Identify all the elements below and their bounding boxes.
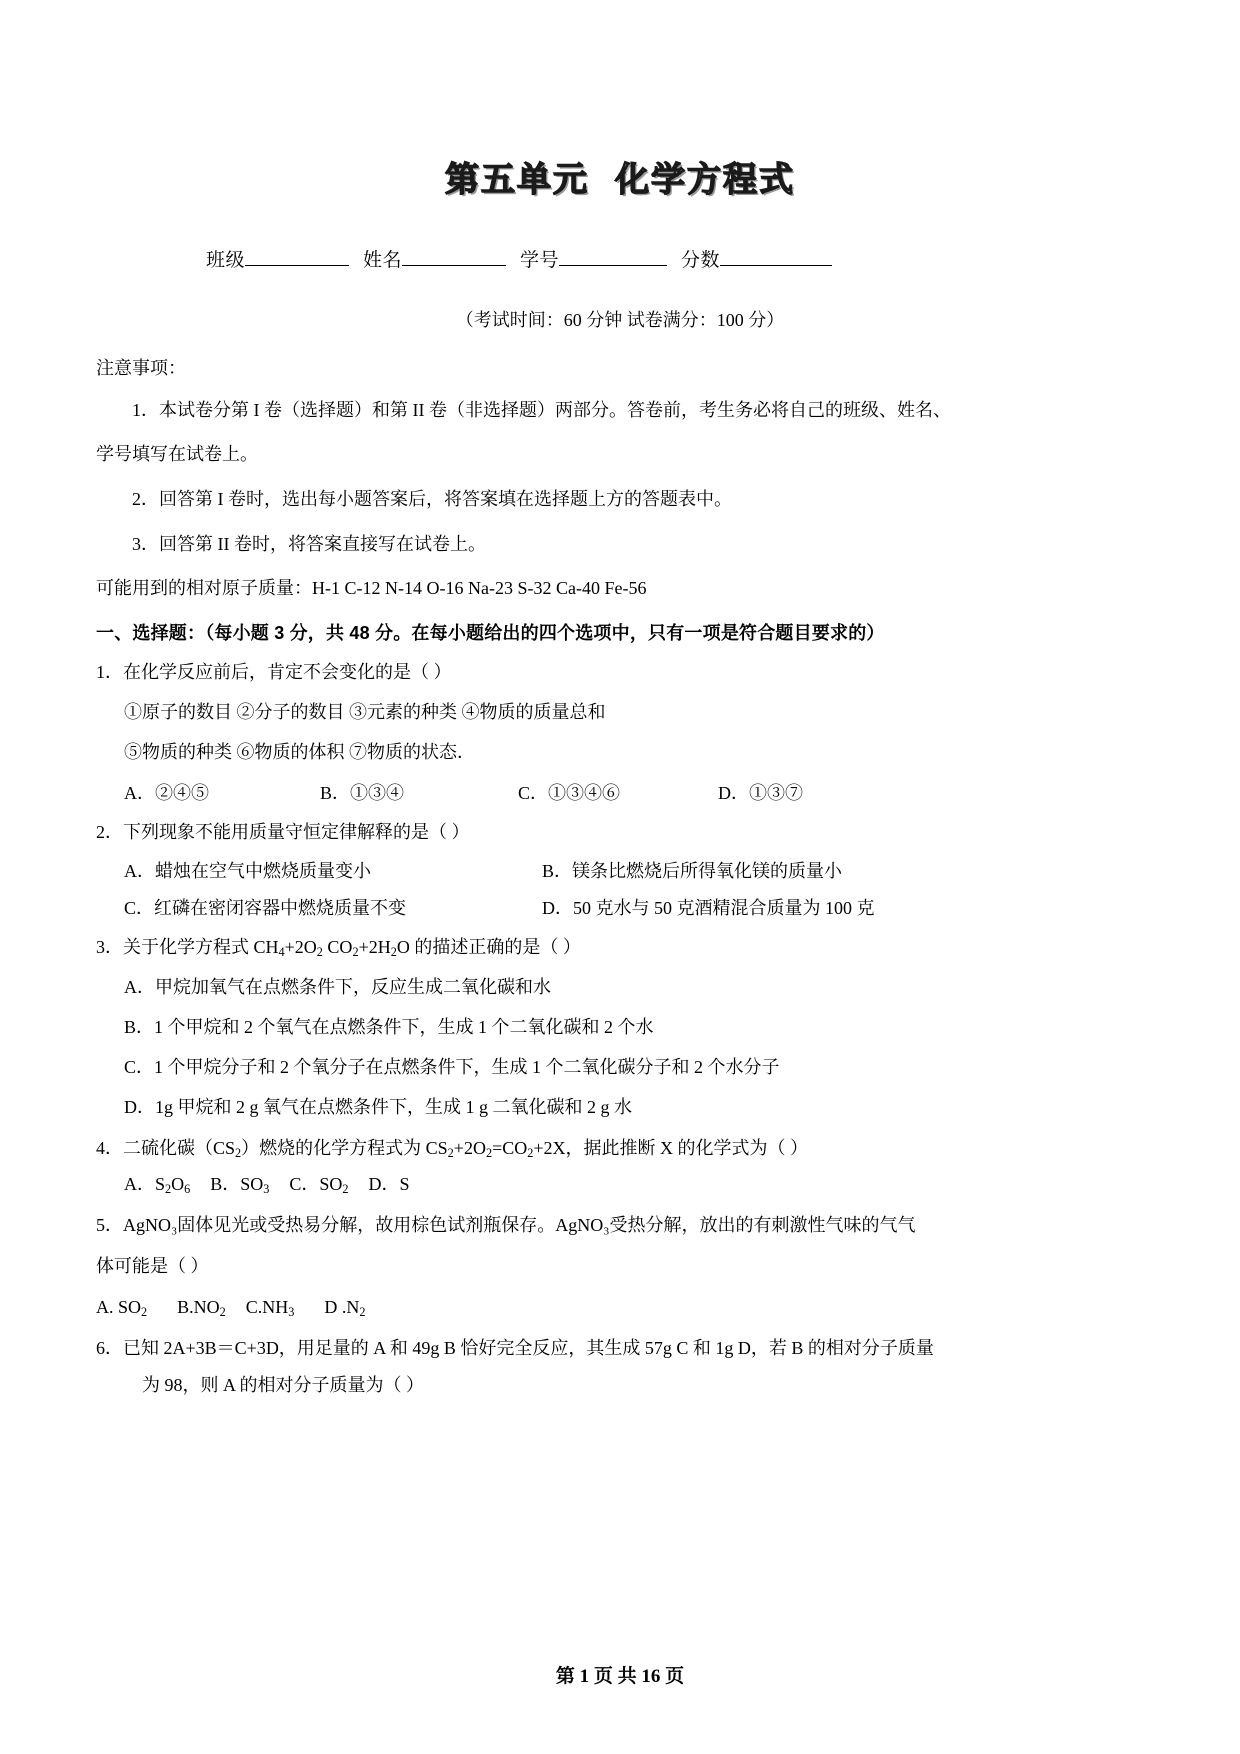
score-input-blank[interactable] [720, 246, 832, 266]
question-5-option-c[interactable]: $C.NH_3$ [245, 1297, 295, 1320]
notice-item-1-line-2: 学号填写在试卷上。 [96, 444, 258, 465]
question-1-option-c[interactable]: C．①③④⑥ [518, 783, 621, 804]
question-1-items-line-2: ⑤物质的种类 ⑥物质的体积 ⑦物质的状态． [124, 742, 475, 763]
question-5-option-d[interactable]: D $.N_2$ [324, 1297, 366, 1320]
question-4-options [96, 1162, 1144, 1198]
question-5-stem-line-2: 体可能是（ ） [96, 1256, 209, 1277]
page-title [96, 0, 1144, 201]
atomic-mass-line: 可能用到的相对原子质量：H-1 C-12 N-14 O-16 Na-23 S-32 Ca-40 Fe-56 [96, 578, 647, 599]
notice-item-2: 2．回答第 I 卷时，选出每小题答案后，将答案填在选择题上方的答题表中。 [132, 488, 732, 509]
question-4-equation: $_2+2O_2=CO_2+2X$ [447, 1138, 566, 1161]
question-1-option-d[interactable]: D．①③⑦ [718, 783, 803, 804]
question-3-option-a[interactable]: A．甲烷加氧气在点燃条件下，反应生成二氧化碳和水 [124, 977, 551, 998]
question-1-items-line-1: ①原子的数目 ②分子的数目 ③元素的种类 ④物质的质量总和 [124, 702, 606, 723]
question-5-stem-line-1: 5．AgNO₃固体见光或受热易分解，故用棕色试剂瓶保存。AgNO₃受热分解，放出的有刺激性气味的气气 [96, 1215, 916, 1236]
question-4-formula-cs2: 2 [235, 1146, 242, 1161]
question-5-options [96, 1280, 1144, 1321]
question-1-option-a[interactable]: A．②④⑤ [124, 783, 209, 804]
question-2-stem: 2．下列现象不能用质量守恒定律解释的是（ ） [96, 822, 470, 843]
title-unit: 第五单元 [445, 161, 589, 199]
section-heading-multiple-choice: 一、选择题：（每小题 3 分，共 48 分。在每小题给出的四个选项中，只有一项是符合题目要求的） [96, 623, 885, 644]
question-4-stem-prefix: 4．二硫化碳（CS [96, 1138, 236, 1159]
student-id-input-blank[interactable] [559, 246, 667, 266]
title-topic: 化学方程式 [615, 161, 795, 199]
question-2-option-b[interactable]: B．镁条比燃烧后所得氧化镁的质量小 [542, 861, 843, 882]
question-3-option-d[interactable]: D．1g 甲烷和 2 g 氧气在点燃条件下，生成 1 g 二氧化碳和 2 g 水 [124, 1097, 632, 1118]
question-3-stem-prefix: 3．关于化学方程式 CH [96, 937, 279, 958]
question-3-stem-suffix: 的描述正确的是（ ） [409, 937, 581, 958]
name-input-blank[interactable] [402, 246, 506, 266]
notice-item-3: 3．回答第 II 卷时，将答案直接写在试卷上。 [132, 534, 486, 555]
question-4-stem-middle: ）燃烧的化学方程式为 CS [241, 1138, 448, 1159]
class-input-blank[interactable] [245, 246, 349, 266]
question-2-options-row-1 [96, 846, 1144, 883]
question-3-equation: $_4+2O_2$ $CO_2+2H_2O$ [278, 937, 410, 960]
notice-item-1-line-1: 1．本试卷分第 I 卷（选择题）和第 II 卷（非选择题）两部分。答卷前，考生务必将自己的班级、姓名、 [132, 400, 951, 420]
question-3-option-c[interactable]: C．1 个甲烷分子和 2 个氧分子在点燃条件下，生成 1 个二氧化碳分子和 2 个水分子 [124, 1057, 780, 1078]
question-2-options-row-2 [96, 883, 1144, 920]
question-6-stem-line-2: 为 98，则 A 的相对分子质量为（ ） [142, 1375, 425, 1396]
notices-heading: 注意事项： [96, 358, 186, 378]
question-2-option-a[interactable]: A．蜡烛在空气中燃烧质量变小 [124, 861, 371, 882]
question-2-option-d[interactable]: D．50 克水与 50 克酒精混合质量为 100 克 [542, 898, 875, 919]
question-6-stem-line-1: 6．已知 2A+3B＝C+3D，用足量的 A 和 49g B 恰好完全反应，其生成 57g C 和 1g D，若 B 的相对分子质量 [96, 1338, 934, 1359]
question-4-stem [96, 1121, 1144, 1162]
question-4-option-b[interactable]: B．$SO_3$ [210, 1174, 270, 1197]
question-4-stem-suffix: ，据此推断 X 的化学式为（ ） [565, 1138, 809, 1159]
question-4-option-c[interactable]: C．$SO_2$ [289, 1174, 349, 1197]
question-2-option-c[interactable]: C．红磷在密闭容器中燃烧质量不变 [124, 898, 407, 919]
question-3-stem [96, 920, 1144, 961]
question-4-option-d[interactable]: D．S [368, 1174, 410, 1195]
class-label: 班级 [206, 250, 246, 271]
question-5-option-a[interactable]: A. $SO_2$ [96, 1297, 148, 1320]
score-label: 分数 [681, 250, 721, 271]
exam-info-line: （考试时间：60 分钟 试卷满分：100 分） [455, 310, 785, 330]
name-label: 姓名 [363, 250, 403, 271]
question-1-stem: 1．在化学反应前后，肯定不会变化的是（ ） [96, 662, 452, 683]
student-id-label: 学号 [520, 250, 560, 271]
question-3-option-b[interactable]: B．1 个甲烷和 2 个氧气在点燃条件下，生成 1 个二氧化碳和 2 个水 [124, 1017, 654, 1038]
question-1-options [96, 766, 1144, 805]
question-5-option-b[interactable]: $B.NO_2$ [177, 1297, 226, 1320]
question-4-option-a[interactable]: A．$S_2O_6$ [124, 1174, 191, 1197]
identity-fields-row [96, 201, 1144, 272]
question-1-option-b[interactable]: B．①③④ [320, 783, 405, 804]
page-footer: 第 1 页 共 16 页 [555, 1666, 685, 1687]
